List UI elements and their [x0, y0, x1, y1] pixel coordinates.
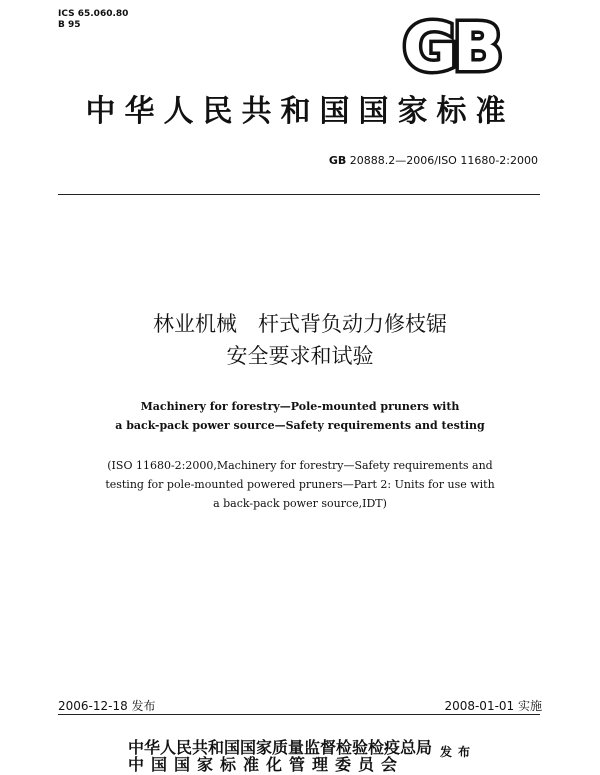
ics-code: ICS 65.060.80: [58, 9, 129, 19]
standard-number: [329, 154, 538, 167]
title-cn-line2: 安全要求和试验: [226, 344, 374, 368]
iso-reference-line2: testing for pole-mounted powered pruners—Part 2: Units for use with: [105, 478, 495, 491]
issue-word: 发布: [440, 745, 477, 759]
issue-date: 2006-12-18 发布: [58, 699, 156, 713]
gb-logo: [392, 14, 510, 80]
issuer-aqsiq: 中华人民共和国国家质量监督检验检疫总局: [128, 738, 433, 757]
implementation-date: 2008-01-01 实施: [444, 699, 542, 713]
iso-reference-line1: (ISO 11680-2:2000,Machinery for forestry—Safety requirements and: [107, 459, 493, 472]
top-divider: [58, 194, 540, 195]
title-cn-line1: 林业机械 杆式背负动力修枝锯: [153, 312, 447, 336]
standard-number-rest: 20888.2—2006/ISO 11680-2:2000: [346, 154, 538, 167]
title-en-line1: Machinery for forestry—Pole-mounted pruners with: [140, 400, 460, 413]
iso-reference-line3: a back-pack power source,IDT): [213, 497, 387, 510]
standard-type-heading: 中华人民共和国国家标准: [85, 94, 515, 129]
standard-number-prefix: GB: [328, 154, 347, 167]
classification-codes: [58, 9, 128, 31]
issuer-sac: 中国国家标准化管理委员会: [128, 755, 405, 774]
ccs-code: B 95: [58, 20, 81, 30]
title-en-line2: a back-pack power source—Safety requirements and testing: [115, 419, 485, 432]
bottom-divider: [58, 714, 540, 715]
svg-text:GB: GB: [402, 14, 500, 80]
